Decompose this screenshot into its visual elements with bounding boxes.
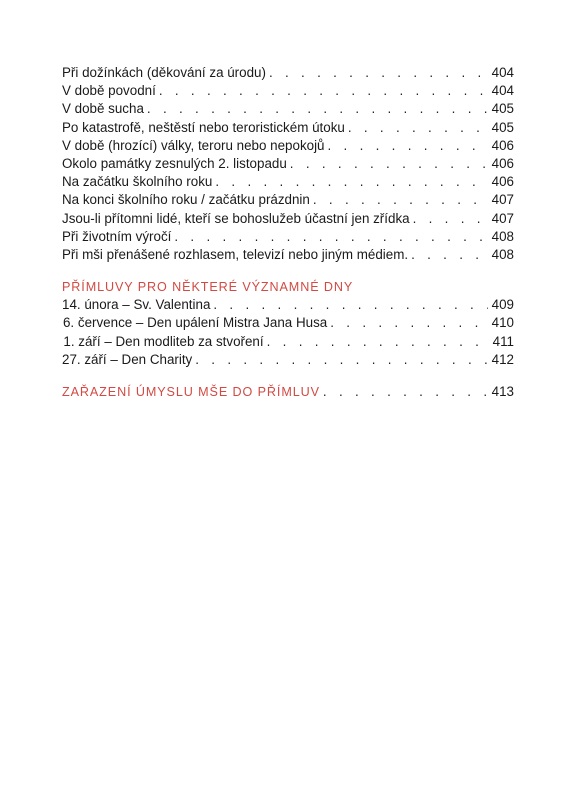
toc-entry-page: 407 xyxy=(491,210,514,226)
toc-entry-title: 27. září – Den Charity xyxy=(62,351,193,367)
section-heading-entry xyxy=(62,383,514,401)
toc-entry-title: Při mši přenášené rozhlasem, televizí nebo jiným médiem. xyxy=(62,246,409,262)
toc-entry xyxy=(62,64,514,82)
dot-leader xyxy=(411,246,488,264)
dot-leader xyxy=(348,119,488,137)
toc-entry-title: Při životním výročí xyxy=(62,228,172,244)
toc-entry-page: 405 xyxy=(491,119,514,135)
toc-entry-title: 14. února – Sv. Valentina xyxy=(62,297,211,313)
toc-entry xyxy=(62,351,514,369)
toc-entry xyxy=(62,228,514,246)
toc-entry-title: Okolo památky zesnulých 2. listopadu xyxy=(62,155,287,171)
dot-leader xyxy=(267,333,488,351)
toc-entry-title: V době povodní xyxy=(62,83,156,99)
toc-entry xyxy=(62,137,514,155)
toc-entry xyxy=(62,191,514,209)
toc-entry xyxy=(62,119,514,137)
dot-leader xyxy=(269,64,488,82)
toc-entry xyxy=(62,296,514,314)
toc-entry xyxy=(62,173,514,191)
dot-leader xyxy=(290,155,488,173)
toc-entry-page: 404 xyxy=(491,65,514,80)
toc-entry-title: Na začátku školního roku xyxy=(62,174,213,190)
table-of-contents xyxy=(62,64,514,401)
toc-entry-title: Při dožínkách (děkování za úrodu) xyxy=(62,65,266,80)
dot-leader xyxy=(323,383,488,401)
dot-leader xyxy=(147,100,488,118)
toc-entry-page: 410 xyxy=(491,315,514,331)
toc-entry-page: 409 xyxy=(491,297,514,313)
toc-entry-page: 408 xyxy=(491,246,514,262)
toc-entry-page: 405 xyxy=(491,101,514,117)
toc-entry-title: Po katastrofě, neštěstí nebo teroristickém útoku xyxy=(62,119,345,135)
toc-entry-page: 413 xyxy=(491,384,514,399)
dot-leader xyxy=(330,314,487,332)
dot-leader xyxy=(313,191,488,209)
dot-leader xyxy=(195,351,487,369)
dot-leader xyxy=(159,82,488,100)
toc-entry-title: Jsou-li přítomni lidé, kteří se bohoslužeb účastní jen zřídka xyxy=(62,210,410,226)
toc-entry xyxy=(62,333,514,351)
toc-entry-page: 407 xyxy=(491,192,514,208)
toc-entry-page: 406 xyxy=(491,137,514,153)
toc-entry xyxy=(62,210,514,228)
dot-leader xyxy=(174,228,487,246)
toc-entry-title: 6. července – Den upálení Mistra Jana Husa xyxy=(62,315,328,331)
toc-entry xyxy=(62,314,514,332)
toc-entry-page: 412 xyxy=(491,351,514,367)
toc-entry-page: 408 xyxy=(491,228,514,244)
section-heading: PŘÍMLUVY PRO NĚKTERÉ VÝZNAMNÉ DNY xyxy=(62,280,354,295)
dot-leader xyxy=(215,173,487,191)
dot-leader xyxy=(413,210,488,228)
dot-leader xyxy=(213,296,487,314)
dot-leader xyxy=(328,137,488,155)
section-heading: ZAŘAZENÍ ÚMYSLU MŠE DO PŘÍMLUV xyxy=(62,385,320,399)
toc-entry-title: V době (hrozící) války, teroru nebo nepokojů xyxy=(62,137,325,153)
toc-entry xyxy=(62,155,514,173)
toc-entry-title: 1. září – Den modliteb za stvoření xyxy=(63,333,264,349)
toc-entry-page: 404 xyxy=(491,83,514,99)
toc-entry-page: 406 xyxy=(491,155,514,171)
toc-entry-title: Na konci školního roku / začátku prázdnin xyxy=(62,192,310,208)
toc-entry xyxy=(62,100,514,118)
toc-entry-page: 406 xyxy=(491,174,514,190)
toc-entry xyxy=(62,246,514,264)
toc-entry xyxy=(62,82,514,100)
toc-entry-title: V době sucha xyxy=(62,101,144,117)
toc-entry-page: 411 xyxy=(492,333,514,349)
